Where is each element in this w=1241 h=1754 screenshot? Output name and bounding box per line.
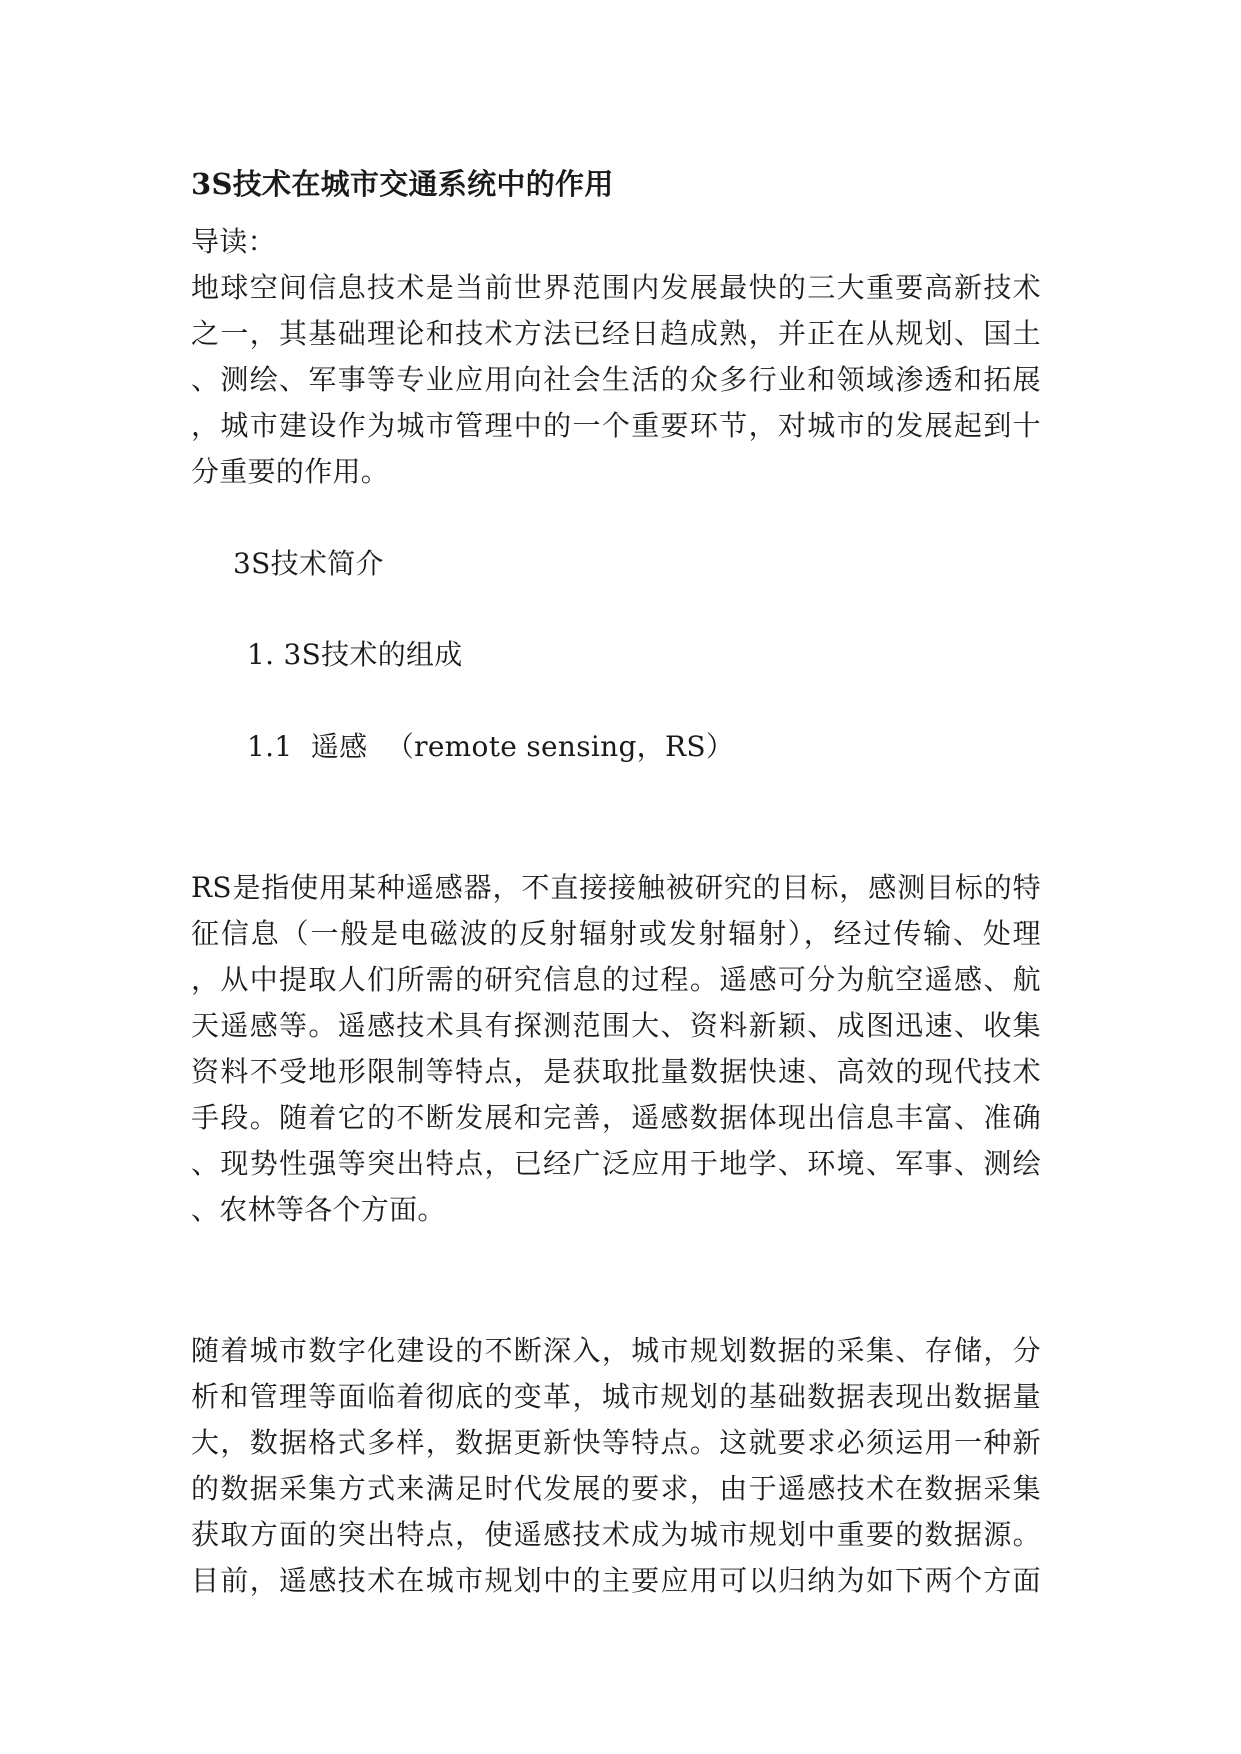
paragraph-line: 目前，遥感技术在城市规划中的主要应用可以归纳为如下两个方面 [191,1564,1041,1597]
paragraph-line: 大，数据格式多样，数据更新快等特点。这就要求必须运用一种新 [191,1426,1041,1459]
section-heading: 3S技术简介 [233,547,384,580]
paragraph-line: 随着城市数字化建设的不断深入，城市规划数据的采集、存储，分 [191,1334,1041,1367]
paragraph-line: 、现势性强等突出特点，已经广泛应用于地学、环境、军事、测绘 [191,1147,1041,1180]
subsub-heading: 1.1 遥感 （remote sensing，RS） [247,730,735,763]
intro-line: 、测绘、军事等专业应用向社会生活的众多行业和领域渗透和拓展 [191,363,1041,396]
intro-label: 导读： [191,225,276,258]
paragraph-line: ，从中提取人们所需的研究信息的过程。遥感可分为航空遥感、航 [191,963,1041,996]
paragraph-line: 手段。随着它的不断发展和完善，遥感数据体现出信息丰富、准确 [191,1101,1041,1134]
intro-line: 之一，其基础理论和技术方法已经日趋成熟，并正在从规划、国土 [191,317,1041,350]
intro-line: 地球空间信息技术是当前世界范围内发展最快的三大重要高新技术 [191,271,1041,304]
paragraph-line: 资料不受地形限制等特点，是获取批量数据快速、高效的现代技术 [191,1055,1041,1088]
paragraph-line: 、农林等各个方面。 [191,1193,446,1226]
intro-line: 分重要的作用。 [191,455,390,488]
paragraph-line: 的数据采集方式来满足时代发展的要求，由于遥感技术在数据采集 [191,1472,1041,1505]
intro-line: ，城市建设作为城市管理中的一个重要环节，对城市的发展起到十 [191,409,1041,442]
document-title: 3S技术在城市交通系统中的作用 [191,167,614,201]
sub-heading: 1. 3S技术的组成 [247,638,463,671]
paragraph-line: 征信息（一般是电磁波的反射辐射或发射辐射），经过传输、处理 [191,917,1041,950]
paragraph-line: 天遥感等。遥感技术具有探测范围大、资料新颖、成图迅速、收集 [191,1009,1041,1042]
paragraph-line: RS是指使用某种遥感器，不直接接触被研究的目标，感测目标的特 [191,871,1041,904]
paragraph-line: 获取方面的突出特点，使遥感技术成为城市规划中重要的数据源。 [191,1518,1041,1551]
paragraph-line: 析和管理等面临着彻底的变革，城市规划的基础数据表现出数据量 [191,1380,1041,1413]
